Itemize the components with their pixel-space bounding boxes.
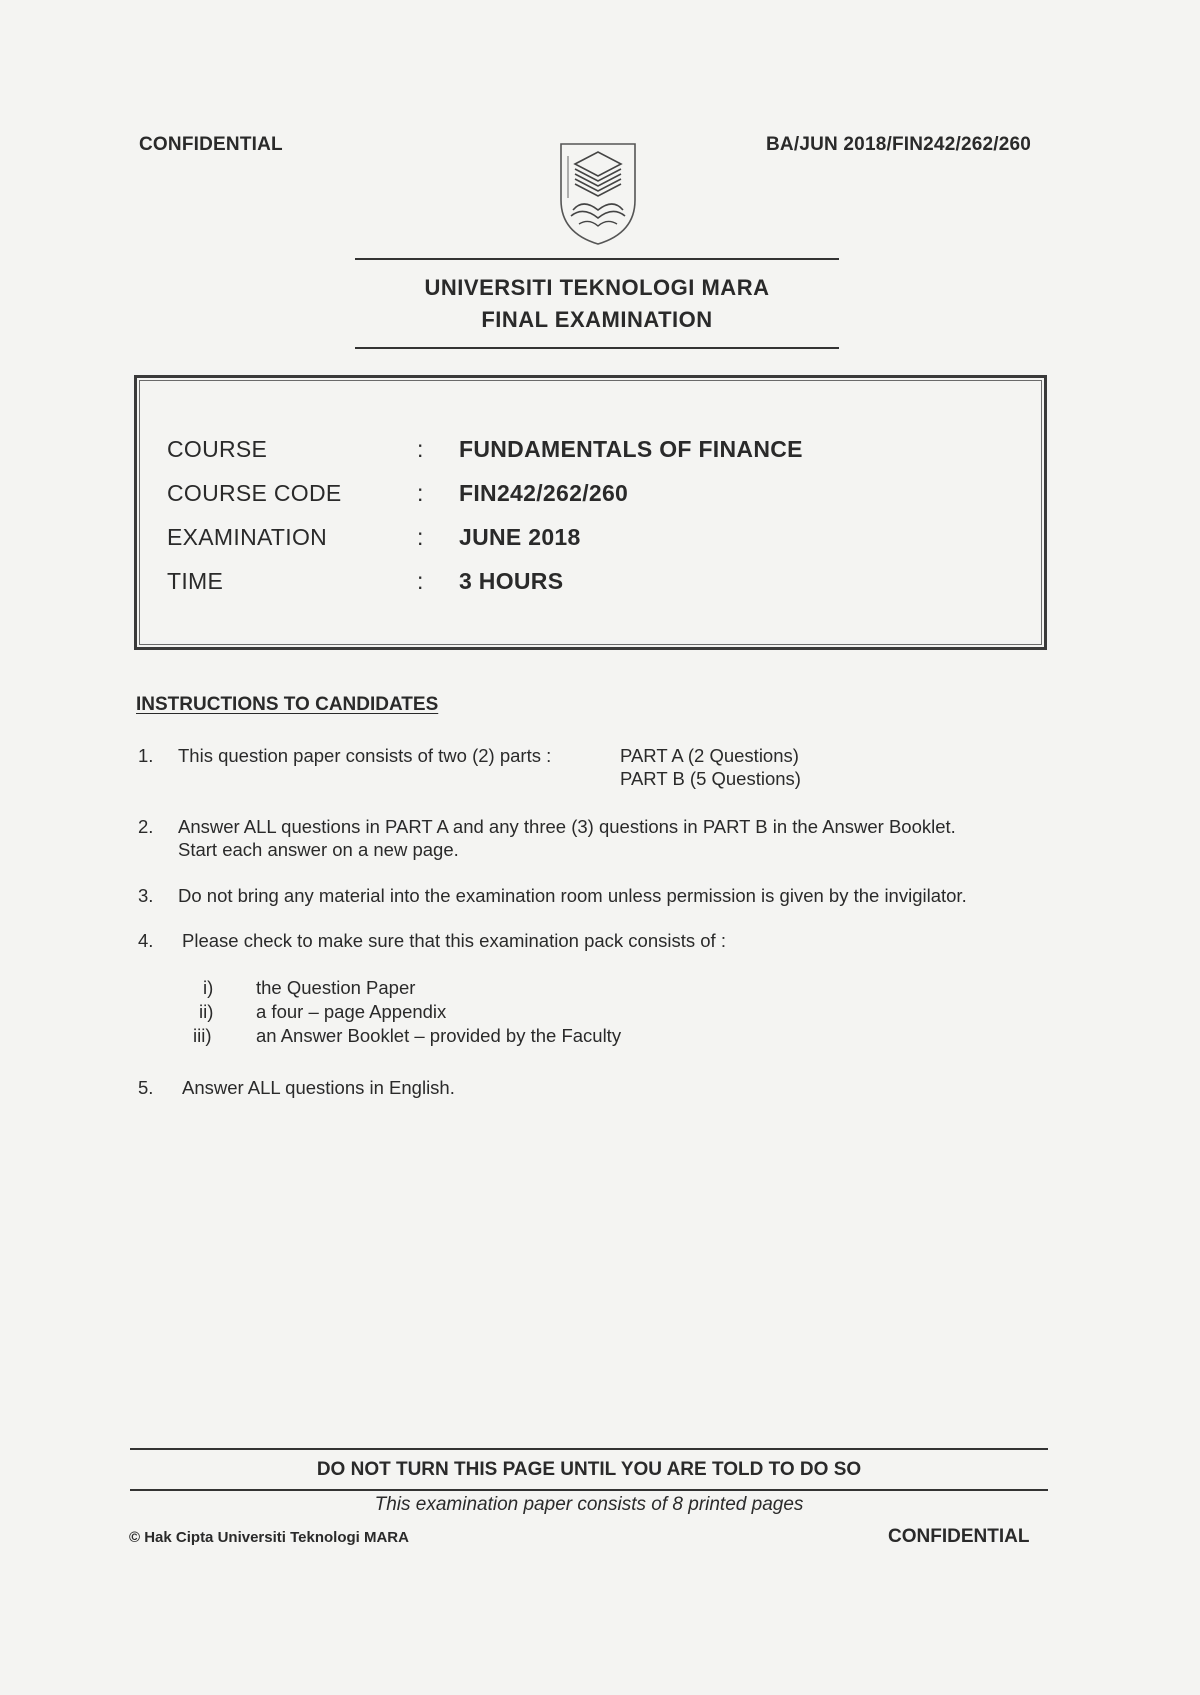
- examination-colon: :: [417, 524, 424, 550]
- course-code-colon: :: [417, 480, 424, 506]
- printed-pages-note: This examination paper consists of 8 printed pages: [374, 1494, 804, 1515]
- sub-item-number: ii): [199, 1001, 214, 1022]
- exam-type-title: FINAL EXAMINATION: [481, 307, 713, 332]
- course-code-value: FIN242/262/260: [459, 480, 629, 506]
- confidential-label: CONFIDENTIAL: [139, 134, 283, 155]
- time-value: 3 HOURS: [459, 568, 564, 594]
- part-a-info: PART A (2 Questions): [620, 745, 799, 766]
- footer-bottom-rule: [130, 1489, 1048, 1491]
- sub-item-text: the Question Paper: [256, 977, 416, 998]
- confidential-footer-label: CONFIDENTIAL: [888, 1526, 1030, 1547]
- instruction-number: 5.: [138, 1077, 154, 1098]
- instructions-title: INSTRUCTIONS TO CANDIDATES: [136, 694, 439, 715]
- footer-top-rule: [130, 1448, 1048, 1450]
- instruction-number: 3.: [138, 885, 154, 906]
- sub-item-number: iii): [193, 1025, 212, 1046]
- copyright-notice: © Hak Cipta Universiti Teknologi MARA: [129, 1529, 409, 1546]
- time-label: TIME: [167, 568, 224, 594]
- sub-item-number: i): [203, 977, 214, 998]
- sub-item-text: an Answer Booklet – provided by the Faculty: [256, 1025, 622, 1046]
- instruction-number: 1.: [138, 745, 154, 766]
- instruction-text-continued: Start each answer on a new page.: [178, 839, 459, 860]
- course-colon: :: [417, 436, 424, 462]
- sub-item-text: a four – page Appendix: [256, 1001, 447, 1022]
- course-info-box: [134, 375, 1047, 650]
- time-colon: :: [417, 568, 424, 594]
- instruction-text: This question paper consists of two (2) parts :: [178, 745, 552, 766]
- instruction-text: Answer ALL questions in English.: [182, 1077, 455, 1098]
- examination-value: JUNE 2018: [459, 524, 581, 550]
- course-label: COURSE: [167, 436, 268, 462]
- title-bottom-rule: [355, 347, 839, 349]
- examination-label: EXAMINATION: [167, 524, 328, 550]
- do-not-turn-notice: DO NOT TURN THIS PAGE UNTIL YOU ARE TOLD TO DO SO: [316, 1459, 862, 1480]
- title-top-rule: [355, 258, 839, 260]
- instruction-number: 4.: [138, 930, 154, 951]
- course-code-label: COURSE CODE: [167, 480, 342, 506]
- exam-reference-code: BA/JUN 2018/FIN242/262/260: [766, 134, 1032, 155]
- part-b-info: PART B (5 Questions): [620, 768, 801, 789]
- instruction-text: Please check to make sure that this examination pack consists of :: [182, 930, 726, 951]
- instruction-text: Answer ALL questions in PART A and any three (3) questions in PART B in the Answer Booklet.: [178, 816, 956, 837]
- instruction-text: Do not bring any material into the examination room unless permission is given by the invigilator.: [178, 885, 967, 906]
- university-name: UNIVERSITI TEKNOLOGI MARA: [424, 275, 770, 300]
- course-value: FUNDAMENTALS OF FINANCE: [459, 436, 803, 462]
- university-crest-logo: [553, 138, 643, 248]
- instruction-number: 2.: [138, 816, 154, 837]
